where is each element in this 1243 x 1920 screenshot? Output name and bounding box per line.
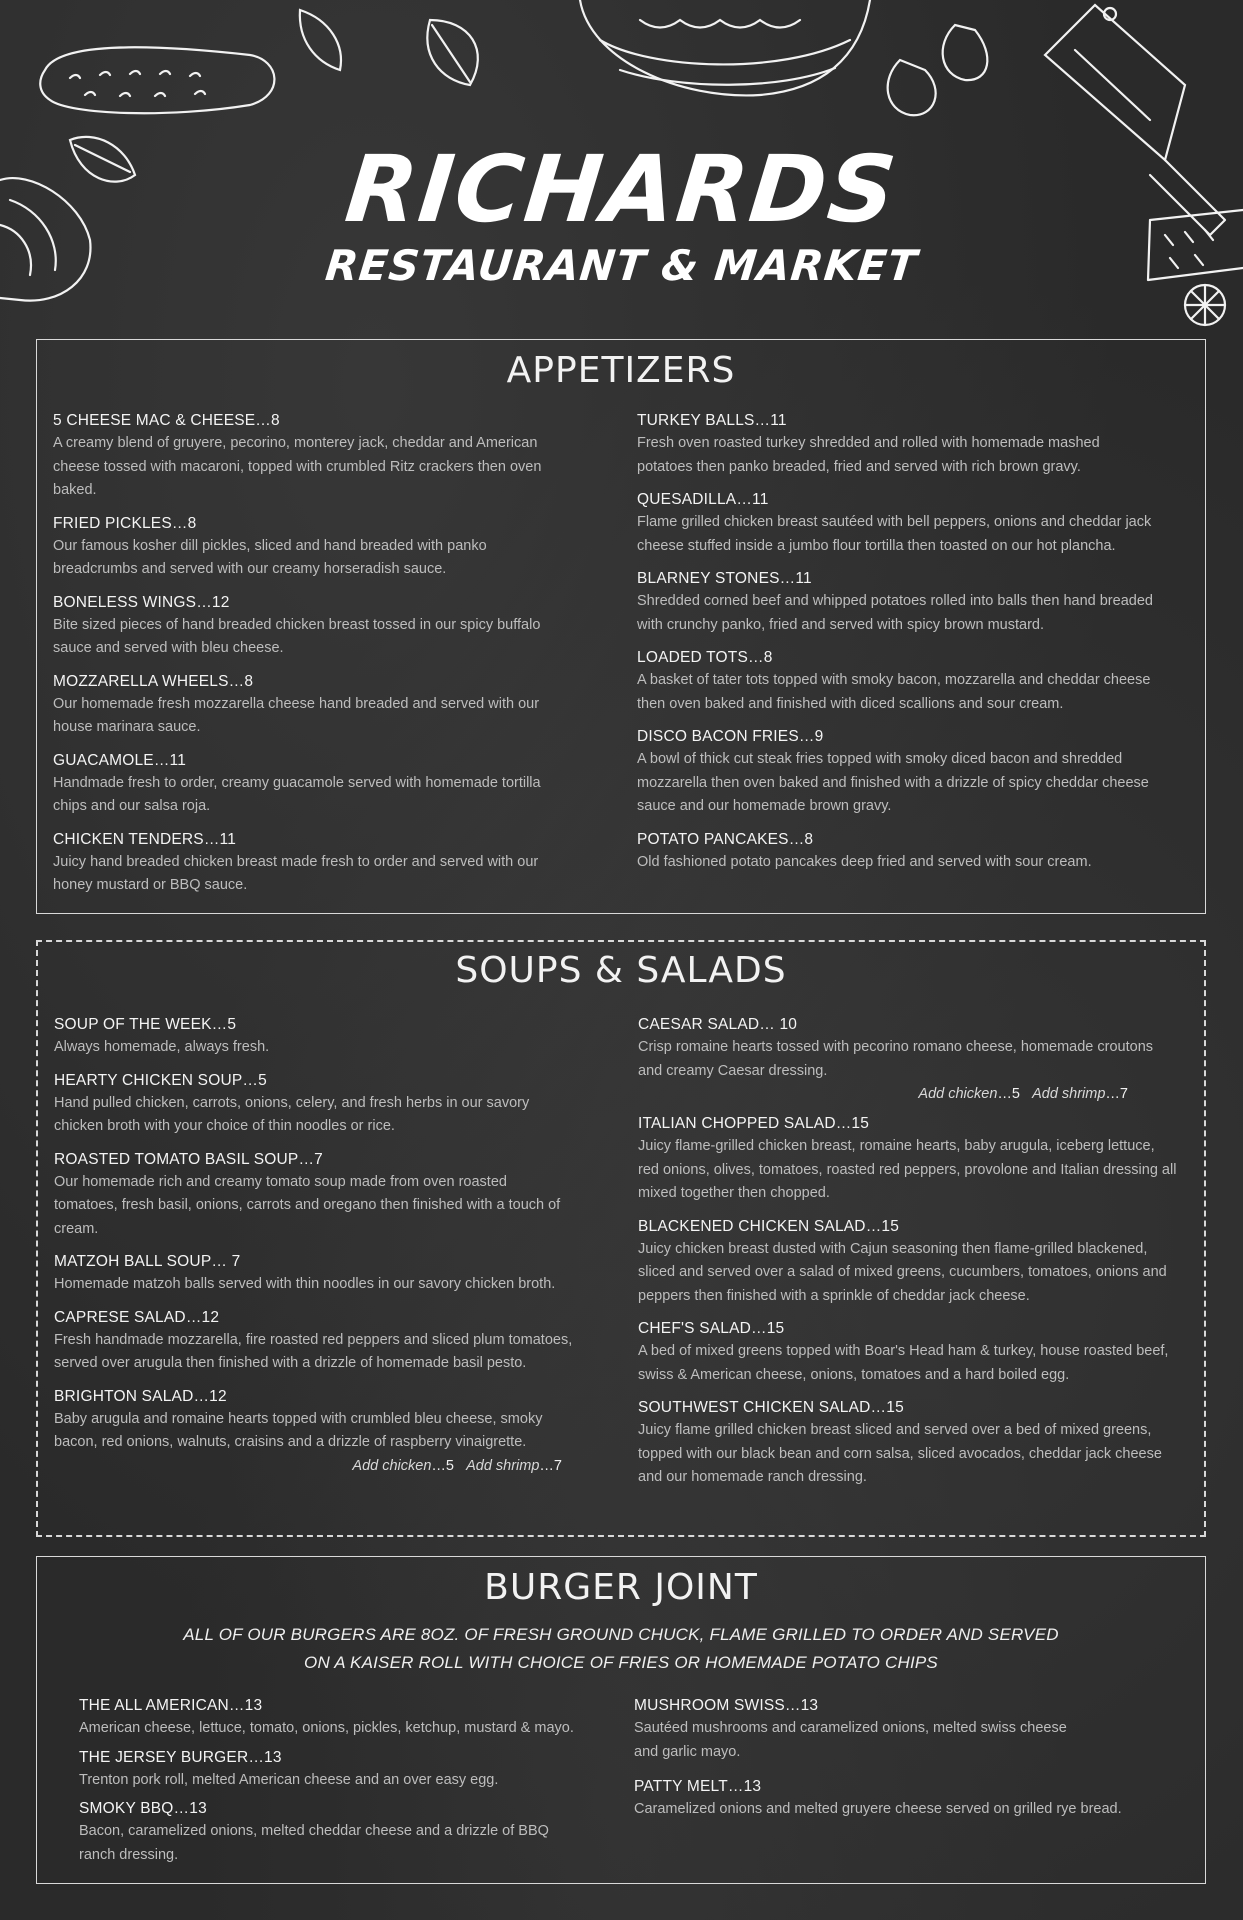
menu-item xyxy=(634,1695,1154,1764)
restaurant-subtitle: RESTAURANT & MARKET xyxy=(323,241,920,290)
item-name: CHEF'S SALAD…15 xyxy=(638,1320,785,1337)
item-description: A creamy blend of gruyere, pecorino, monterey jack, cheddar and American cheese tossed with macaroni, topped with crumbled Ritz crackers then oven baked. xyxy=(53,435,542,498)
menu-item xyxy=(79,1747,599,1793)
menu-item xyxy=(79,1798,599,1867)
item-description: Crisp romaine hearts tossed with pecorino romano cheese, homemade croutons and creamy Caesar dressing. xyxy=(638,1039,1154,1079)
menu-item xyxy=(638,1318,1178,1387)
soups-salads-section xyxy=(36,940,1206,1537)
burger-note xyxy=(37,1621,1205,1677)
item-description: A basket of tater tots topped with smoky bacon, mozzarella and cheddar cheese then oven baked and finished with diced scallions and sour cream. xyxy=(637,672,1151,712)
menu-item xyxy=(637,568,1157,637)
menu-item xyxy=(53,671,553,740)
menu-item xyxy=(54,1014,574,1060)
item-description: Sautéed mushrooms and caramelized onions, melted swiss cheese and garlic mayo. xyxy=(634,1720,1067,1760)
menu-item xyxy=(638,1014,1178,1083)
soups-right-column xyxy=(638,1014,1178,1500)
menu-item xyxy=(53,592,553,661)
menu-item xyxy=(53,410,553,503)
add-chicken-label: Add chicken xyxy=(918,1086,998,1102)
menu-item xyxy=(634,1776,1154,1822)
add-shrimp-label: Add shrimp xyxy=(1032,1086,1106,1102)
pickle-doodle xyxy=(40,47,274,113)
item-name: POTATO PANCAKES…8 xyxy=(637,830,814,848)
item-description: Our homemade fresh mozzarella cheese hand breaded and served with our house marinara sauce. xyxy=(53,695,540,735)
garlic-doodle xyxy=(888,25,988,115)
item-name: TURKEY BALLS…11 xyxy=(637,412,787,429)
menu-item xyxy=(637,489,1157,558)
soups-salads-title: SOUPS & SALADS xyxy=(455,950,787,991)
item-name: HEARTY CHICKEN SOUP…5 xyxy=(54,1071,267,1089)
item-name: SOUP OF THE WEEK…5 xyxy=(54,1016,237,1033)
menu-item xyxy=(637,647,1157,716)
burger-joint-title: BURGER JOINT xyxy=(484,1567,758,1608)
item-name: GUACAMOLE…11 xyxy=(53,751,187,769)
burger-joint-section xyxy=(36,1556,1206,1884)
menu-item xyxy=(54,1251,574,1297)
burger-note-line-1: ALL OF OUR BURGERS ARE 8OZ. OF FRESH GROUND CHUCK, FLAME GRILLED TO ORDER AND SERVED xyxy=(183,1625,1059,1644)
item-name: BRIGHTON SALAD…12 xyxy=(54,1387,227,1405)
menu-item xyxy=(53,750,553,819)
item-description: Bacon, caramelized onions, melted cheddar cheese and a drizzle of BBQ ranch dressing. xyxy=(79,1823,549,1863)
menu-item xyxy=(637,726,1157,819)
item-name: MOZZARELLA WHEELS…8 xyxy=(53,672,254,690)
soups-left-column xyxy=(54,1014,574,1477)
menu-item xyxy=(54,1307,574,1376)
add-shrimp-label: Add shrimp xyxy=(466,1457,540,1474)
item-description: A bowl of thick cut steak fries topped with smoky diced bacon and shredded mozzarella then oven baked and finished with a drizzle of spicy cheddar cheese sauce and our homemade brown gravy. xyxy=(637,751,1149,814)
item-name: CHICKEN TENDERS…11 xyxy=(53,830,237,848)
item-name: 5 CHEESE MAC & CHEESE…8 xyxy=(53,412,280,429)
item-name: CAPRESE SALAD…12 xyxy=(54,1308,220,1326)
item-description: Homemade matzoh balls served with thin noodles in our savory chicken broth. xyxy=(54,1276,556,1292)
menu-item xyxy=(638,1113,1178,1206)
item-name: CAESAR SALAD… 10 xyxy=(638,1016,798,1033)
menu-item xyxy=(79,1695,599,1741)
item-description: Baby arugula and romaine hearts topped with crumbled bleu cheese, smoky bacon, red onions, walnuts, craisins and a drizzle of raspberry vinaigrette. xyxy=(54,1410,543,1450)
item-name: DISCO BACON FRIES…9 xyxy=(637,728,824,745)
appetizers-right-column xyxy=(637,410,1157,884)
appetizers-left-column xyxy=(53,410,553,908)
item-description: Juicy flame grilled chicken breast sliced and served over a bed of mixed greens, topped with our black bean and corn salsa, sliced avocados, cheddar jack cheese and our homemade ranch dressing. xyxy=(638,1422,1162,1485)
menu-item xyxy=(54,1070,574,1139)
item-description: Caramelized onions and melted gruyere cheese served on grilled rye bread. xyxy=(634,1801,1122,1817)
item-name: BLARNEY STONES…11 xyxy=(637,570,812,587)
item-name: ROASTED TOMATO BASIL SOUP…7 xyxy=(54,1150,323,1168)
item-description: A bed of mixed greens topped with Boar's Head ham & turkey, house roasted beef, swiss & American cheese, onions, tomatoes and a hard boiled egg. xyxy=(638,1343,1169,1383)
item-name: THE ALL AMERICAN…13 xyxy=(79,1697,263,1714)
item-name: PATTY MELT…13 xyxy=(634,1778,762,1795)
item-description: Bite sized pieces of hand breaded chicken breast tossed in our spicy buffalo sauce and served with bleu cheese. xyxy=(53,616,541,656)
item-description: Flame grilled chicken breast sautéed with bell peppers, onions and cheddar jack cheese stuffed inside a jumbo flour tortilla then toasted on our hot plancha. xyxy=(637,514,1152,554)
item-description: Juicy chicken breast dusted with Cajun seasoning then flame-grilled blackened, sliced and served over a salad of mixed greens, cucumbers, tomatoes, onions and peppers then finished with a sprinkle of cheddar jack cheese. xyxy=(638,1240,1167,1304)
menu-item xyxy=(638,1216,1178,1309)
menu-item xyxy=(54,1149,574,1242)
item-description: Trenton pork roll, melted American cheese and an over easy egg. xyxy=(79,1771,499,1788)
menu-item xyxy=(637,829,1157,875)
item-name: SMOKY BBQ…13 xyxy=(79,1800,207,1817)
item-name: LOADED TOTS…8 xyxy=(637,649,773,666)
burgers-right-column xyxy=(634,1695,1154,1832)
salad-addons xyxy=(638,1083,1178,1105)
item-name: ITALIAN CHOPPED SALAD…15 xyxy=(638,1115,870,1132)
burger-doodle xyxy=(580,0,870,95)
salad-addons xyxy=(54,1455,574,1477)
burger-note-line-2: ON A KAISER ROLL WITH CHOICE OF FRIES OR HOMEMADE POTATO CHIPS xyxy=(304,1653,938,1672)
item-name: MUSHROOM SWISS…13 xyxy=(634,1697,819,1714)
item-description: American cheese, lettuce, tomato, onions, pickles, ketchup, mustard & mayo. xyxy=(79,1720,574,1736)
brand-header xyxy=(0,136,1243,292)
burgers-left-column xyxy=(79,1695,599,1867)
add-chicken-price: …5 xyxy=(431,1457,454,1474)
item-description: Old fashioned potato pancakes deep fried and served with sour cream. xyxy=(637,853,1092,870)
add-chicken-price: …5 xyxy=(997,1086,1020,1102)
item-name: BONELESS WINGS…12 xyxy=(53,593,230,611)
add-shrimp-price: …7 xyxy=(1105,1086,1128,1102)
item-name: BLACKENED CHICKEN SALAD…15 xyxy=(638,1217,900,1235)
item-description: Shredded corned beef and whipped potatoes rolled into balls then hand breaded with crunchy panko, fried and served with spicy brown mustard. xyxy=(637,593,1153,633)
item-description: Our homemade rich and creamy tomato soup made from oven roasted tomatoes, fresh basil, onions, carrots and oregano then finished with a touch of cream. xyxy=(54,1173,561,1237)
menu-item xyxy=(638,1397,1178,1490)
item-description: Our famous kosher dill pickles, sliced and hand breaded with panko breadcrumbs and served with our creamy horseradish sauce. xyxy=(53,537,487,577)
item-name: QUESADILLA…11 xyxy=(637,491,769,508)
item-name: FRIED PICKLES…8 xyxy=(53,514,197,532)
item-description: Hand pulled chicken, carrots, onions, celery, and fresh herbs in our savory chicken broth with your choice of thin noodles or rice. xyxy=(54,1094,530,1134)
item-name: THE JERSEY BURGER…13 xyxy=(79,1748,282,1766)
item-description: Handmade fresh to order, creamy guacamole served with homemade tortilla chips and our salsa roja. xyxy=(53,774,541,814)
menu-item xyxy=(637,410,1157,479)
menu-item xyxy=(54,1386,574,1455)
add-chicken-label: Add chicken xyxy=(352,1457,432,1474)
item-description: Fresh handmade mozzarella, fire roasted red peppers and sliced plum tomatoes, served over arugula then finished with a drizzle of homemade basil pesto. xyxy=(54,1331,573,1371)
menu-item xyxy=(53,829,553,898)
add-shrimp-price: …7 xyxy=(539,1457,562,1474)
appetizers-section xyxy=(36,339,1206,914)
restaurant-name: RICHARDS xyxy=(340,136,903,243)
item-description: Always homemade, always fresh. xyxy=(54,1039,270,1055)
item-name: MATZOH BALL SOUP… 7 xyxy=(54,1253,241,1270)
appetizers-title: APPETIZERS xyxy=(506,350,736,391)
item-name: SOUTHWEST CHICKEN SALAD…15 xyxy=(638,1399,904,1416)
item-description: Juicy flame-grilled chicken breast, romaine hearts, baby arugula, iceberg lettuce, red onions, olives, tomatoes, roasted red peppers, provolone and Italian dressing all mixed together then chopped. xyxy=(638,1138,1177,1201)
item-description: Juicy hand breaded chicken breast made fresh to order and served with our honey mustard or BBQ sauce. xyxy=(53,853,539,893)
item-description: Fresh oven roasted turkey shredded and rolled with homemade mashed potatoes then panko breaded, fried and served with rich brown gravy. xyxy=(637,435,1100,475)
menu-item xyxy=(53,513,553,582)
